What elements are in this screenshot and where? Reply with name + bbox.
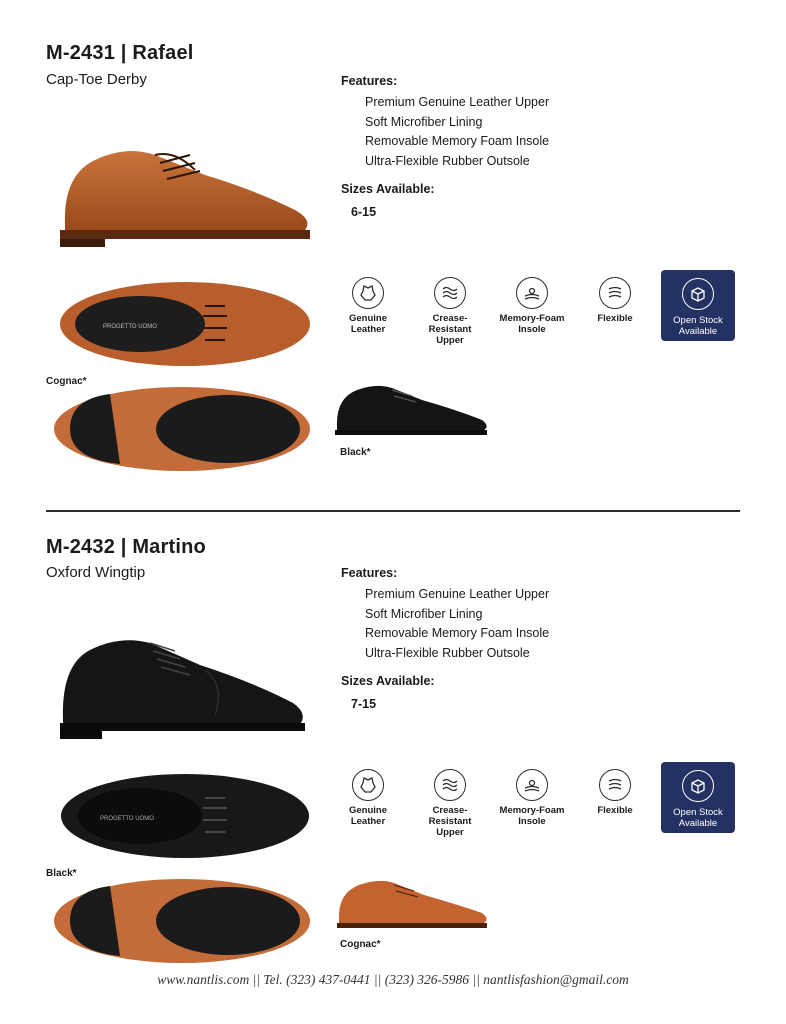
badge-memory-foam <box>496 277 568 335</box>
shoe-top-view-image <box>55 278 315 370</box>
badge-line1: Memory-Foam <box>499 805 565 816</box>
open-box-icon <box>688 284 708 304</box>
badge-line1: Flexible <box>597 313 633 324</box>
primary-color-label: Black* <box>46 868 77 879</box>
memory-foam-icon <box>522 283 542 303</box>
badge-open-stock <box>661 270 735 341</box>
insole-brand-text: PROGETTO UOMO <box>100 816 154 822</box>
badge-line2: Upper <box>436 335 464 346</box>
memory-foam-icon <box>522 775 542 795</box>
badge-line2: Leather <box>350 816 386 827</box>
features-list <box>365 93 549 171</box>
badge-crease-resistant <box>414 769 486 838</box>
flexible-icon <box>605 775 625 795</box>
sizes-heading: Sizes Available: <box>341 182 435 196</box>
shoe-side-view-image <box>55 135 315 250</box>
sizes-value: 7-15 <box>351 697 377 711</box>
leather-hide-icon <box>358 775 378 795</box>
flexible-icon <box>605 283 625 303</box>
badge-genuine-leather <box>332 769 404 827</box>
feature-item: Removable Memory Foam Insole <box>365 626 550 641</box>
feature-item: Premium Genuine Leather Upper <box>365 587 550 601</box>
badge-line1: Memory-Foam <box>499 313 565 324</box>
badge-open-stock <box>661 762 735 833</box>
product-code-title: M-2432 | Martino <box>46 536 206 558</box>
product-style: Cap-Toe Derby <box>46 71 147 88</box>
contact-footer: www.nantlis.com || Tel. (323) 437-0441 || (323) 326-5986 || nantlisfashion@gmail.com <box>157 972 629 987</box>
badge-line1: Open Stock <box>673 315 723 326</box>
feature-item: Ultra-Flexible Rubber Outsole <box>365 645 530 660</box>
feature-item: Soft Microfiber Lining <box>365 606 483 621</box>
badge-line2: Available <box>678 818 718 829</box>
leather-hide-icon <box>358 283 378 303</box>
badge-line2: Leather <box>350 324 386 335</box>
alt-color-shoe-image <box>332 378 492 440</box>
insole-brand-text: PROGETTO UOMO <box>103 324 157 330</box>
open-box-icon <box>688 776 708 796</box>
shoe-sole-image <box>50 876 312 966</box>
feature-item: Removable Memory Foam Insole <box>365 134 550 149</box>
feature-item: Ultra-Flexible Rubber Outsole <box>365 153 530 168</box>
badge-flexible <box>579 769 651 816</box>
product-code-title: M-2431 | Rafael <box>46 42 194 64</box>
badge-line1: Open Stock <box>673 807 723 818</box>
badge-line2: Available <box>678 326 718 337</box>
section-divider <box>46 510 740 512</box>
alt-color-shoe-image <box>334 873 490 933</box>
features-list <box>365 585 549 663</box>
features-heading: Features: <box>341 566 398 580</box>
badge-line2: Upper <box>436 827 464 838</box>
alt-color-label: Cognac* <box>340 939 381 950</box>
crease-waves-icon <box>440 283 460 303</box>
features-heading: Features: <box>341 74 398 88</box>
badge-line1: Flexible <box>597 805 633 816</box>
sizes-heading: Sizes Available: <box>341 674 435 688</box>
feature-item: Premium Genuine Leather Upper <box>365 95 550 109</box>
shoe-side-view-image <box>55 625 310 745</box>
badge-line1: Crease-Resistant <box>428 805 472 827</box>
shoe-sole-image <box>50 384 312 474</box>
badge-line2: Insole <box>518 816 546 827</box>
badge-genuine-leather <box>332 277 404 335</box>
shoe-top-view-image <box>55 770 313 862</box>
alt-color-label: Black* <box>340 447 371 458</box>
badge-flexible <box>579 277 651 324</box>
product-style: Oxford Wingtip <box>46 564 146 581</box>
feature-item: Soft Microfiber Lining <box>365 114 483 129</box>
badge-line1: Genuine <box>348 805 387 816</box>
badge-line2: Insole <box>518 324 546 335</box>
badge-memory-foam <box>496 769 568 827</box>
badge-crease-resistant <box>414 277 486 346</box>
sizes-value: 6-15 <box>351 205 377 219</box>
crease-waves-icon <box>440 775 460 795</box>
badge-line1: Genuine <box>348 313 387 324</box>
primary-color-label: Cognac* <box>46 376 87 387</box>
badge-line1: Crease-Resistant <box>428 313 472 335</box>
